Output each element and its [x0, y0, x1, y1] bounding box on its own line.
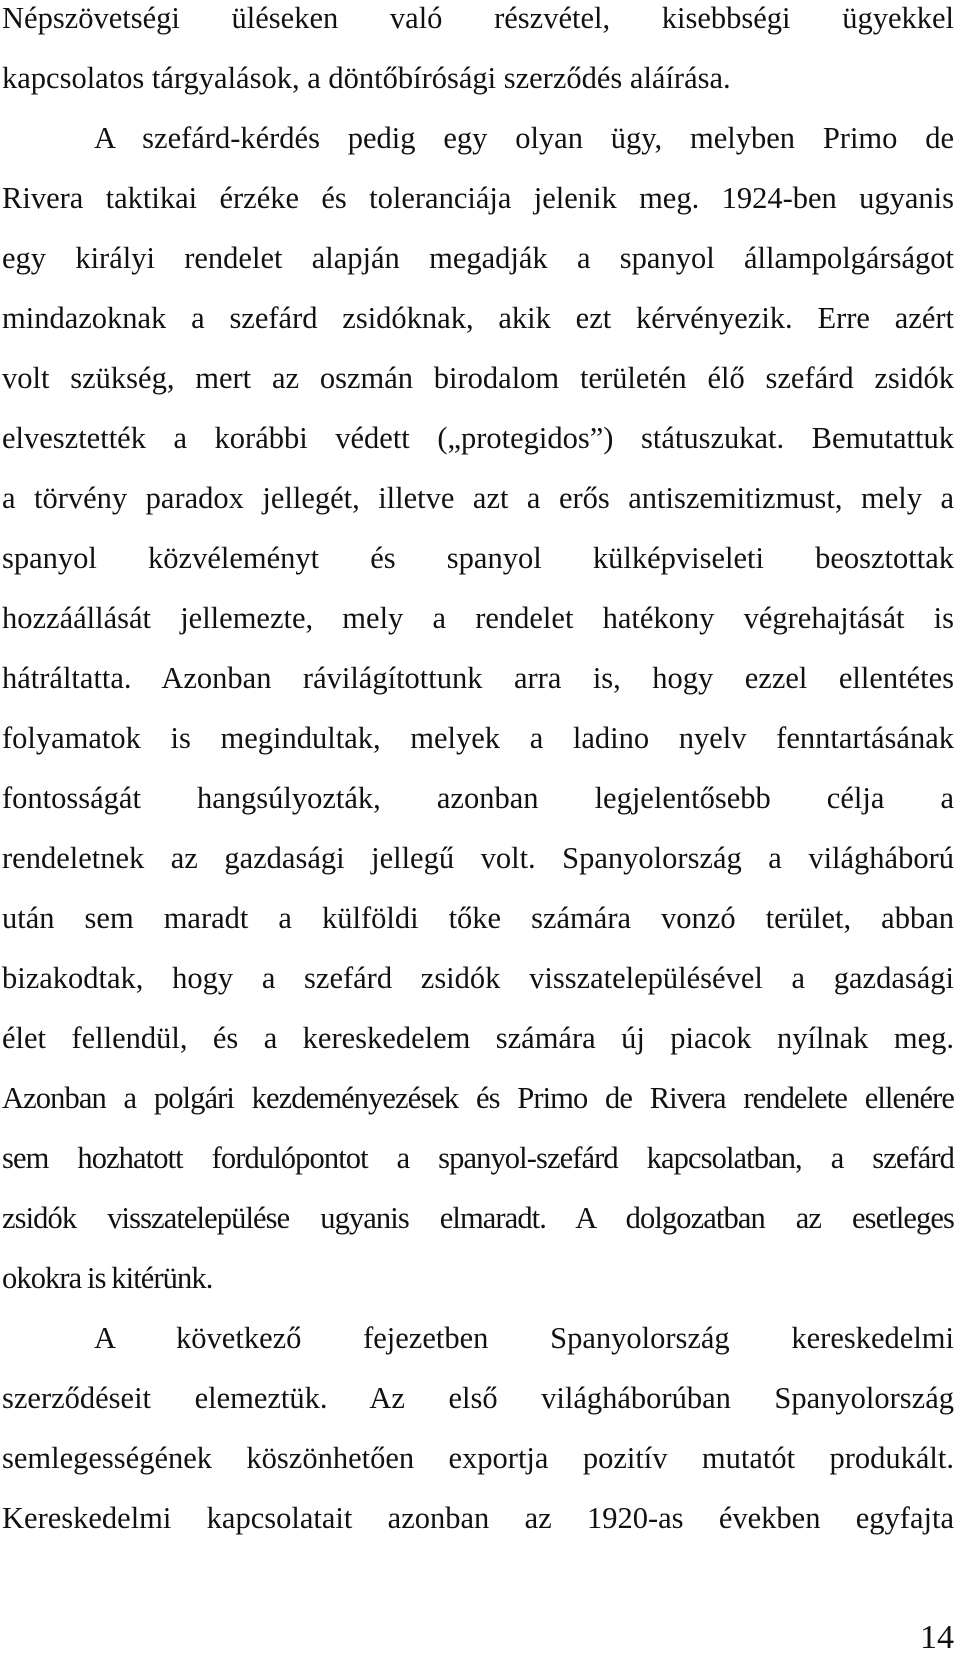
text-line: rendeletnek az gazdasági jellegű volt. Spanyolország a világháború: [2, 841, 954, 875]
text-line: Azonban a polgári kezdeményezések és Primo de Rivera rendelete ellenére: [2, 1081, 954, 1115]
text-line: semlegességének köszönhetően exportja pozitív mutatót produkált.: [2, 1441, 954, 1475]
paragraph-start-line: A következő fejezetben Spanyolország kereskedelmi: [94, 1321, 954, 1355]
text-line: Rivera taktikai érzéke és toleranciája jelenik meg. 1924-ben ugyanis: [2, 181, 954, 215]
text-line: mindazoknak a szefárd zsidóknak, akik ezt kérvényezik. Erre azért: [2, 301, 954, 335]
text-line: sem hozhatott fordulópontot a spanyol-szefárd kapcsolatban, a szefárd: [2, 1141, 954, 1175]
body-text: [2, 0, 954, 1548]
paragraph-start-line: A szefárd-kérdés pedig egy olyan ügy, melyben Primo de: [94, 121, 954, 155]
paragraph-end-line: okokra is kitérünk.: [2, 1261, 213, 1295]
text-line: után sem maradt a külföldi tőke számára vonzó terület, abban: [2, 901, 954, 935]
text-line: szerződéseit elemeztük. Az első világháborúban Spanyolország: [2, 1381, 954, 1415]
text-line: volt szükség, mert az oszmán birodalom területén élő szefárd zsidók: [2, 361, 954, 395]
text-line: élet fellendül, és a kereskedelem számára új piacok nyílnak meg.: [2, 1021, 954, 1055]
text-line: Népszövetségi üléseken való részvétel, kisebbségi ügyekkel: [2, 1, 954, 35]
text-line: egy királyi rendelet alapján megadják a spanyol állampolgárságot: [2, 241, 954, 275]
text-line: Kereskedelmi kapcsolatait azonban az 1920-as években egyfajta: [2, 1501, 954, 1535]
text-line: folyamatok is megindultak, melyek a ladino nyelv fenntartásának: [2, 721, 954, 755]
text-line: spanyol közvéleményt és spanyol külképviseleti beosztottak: [2, 541, 954, 575]
page-number: 14: [920, 1619, 954, 1656]
text-line: bizakodtak, hogy a szefárd zsidók visszatelepülésével a gazdasági: [2, 961, 954, 995]
text-line: zsidók visszatelepülése ugyanis elmaradt. A dolgozatban az esetleges: [2, 1201, 954, 1235]
text-line: hozzáállását jellemezte, mely a rendelet hatékony végrehajtását is: [2, 601, 954, 635]
text-line: kapcsolatos tárgyalások, a döntőbírósági szerződés aláírása.: [2, 61, 731, 95]
text-line: elvesztették a korábbi védett („protegidos”) státuszukat. Bemutattuk: [2, 421, 954, 455]
text-line: fontosságát hangsúlyozták, azonban legjelentősebb célja a: [2, 781, 954, 815]
text-line: a törvény paradox jellegét, illetve azt a erős antiszemitizmust, mely a: [2, 481, 954, 515]
text-line: hátráltatta. Azonban rávilágítottunk arra is, hogy ezzel ellentétes: [2, 661, 954, 695]
